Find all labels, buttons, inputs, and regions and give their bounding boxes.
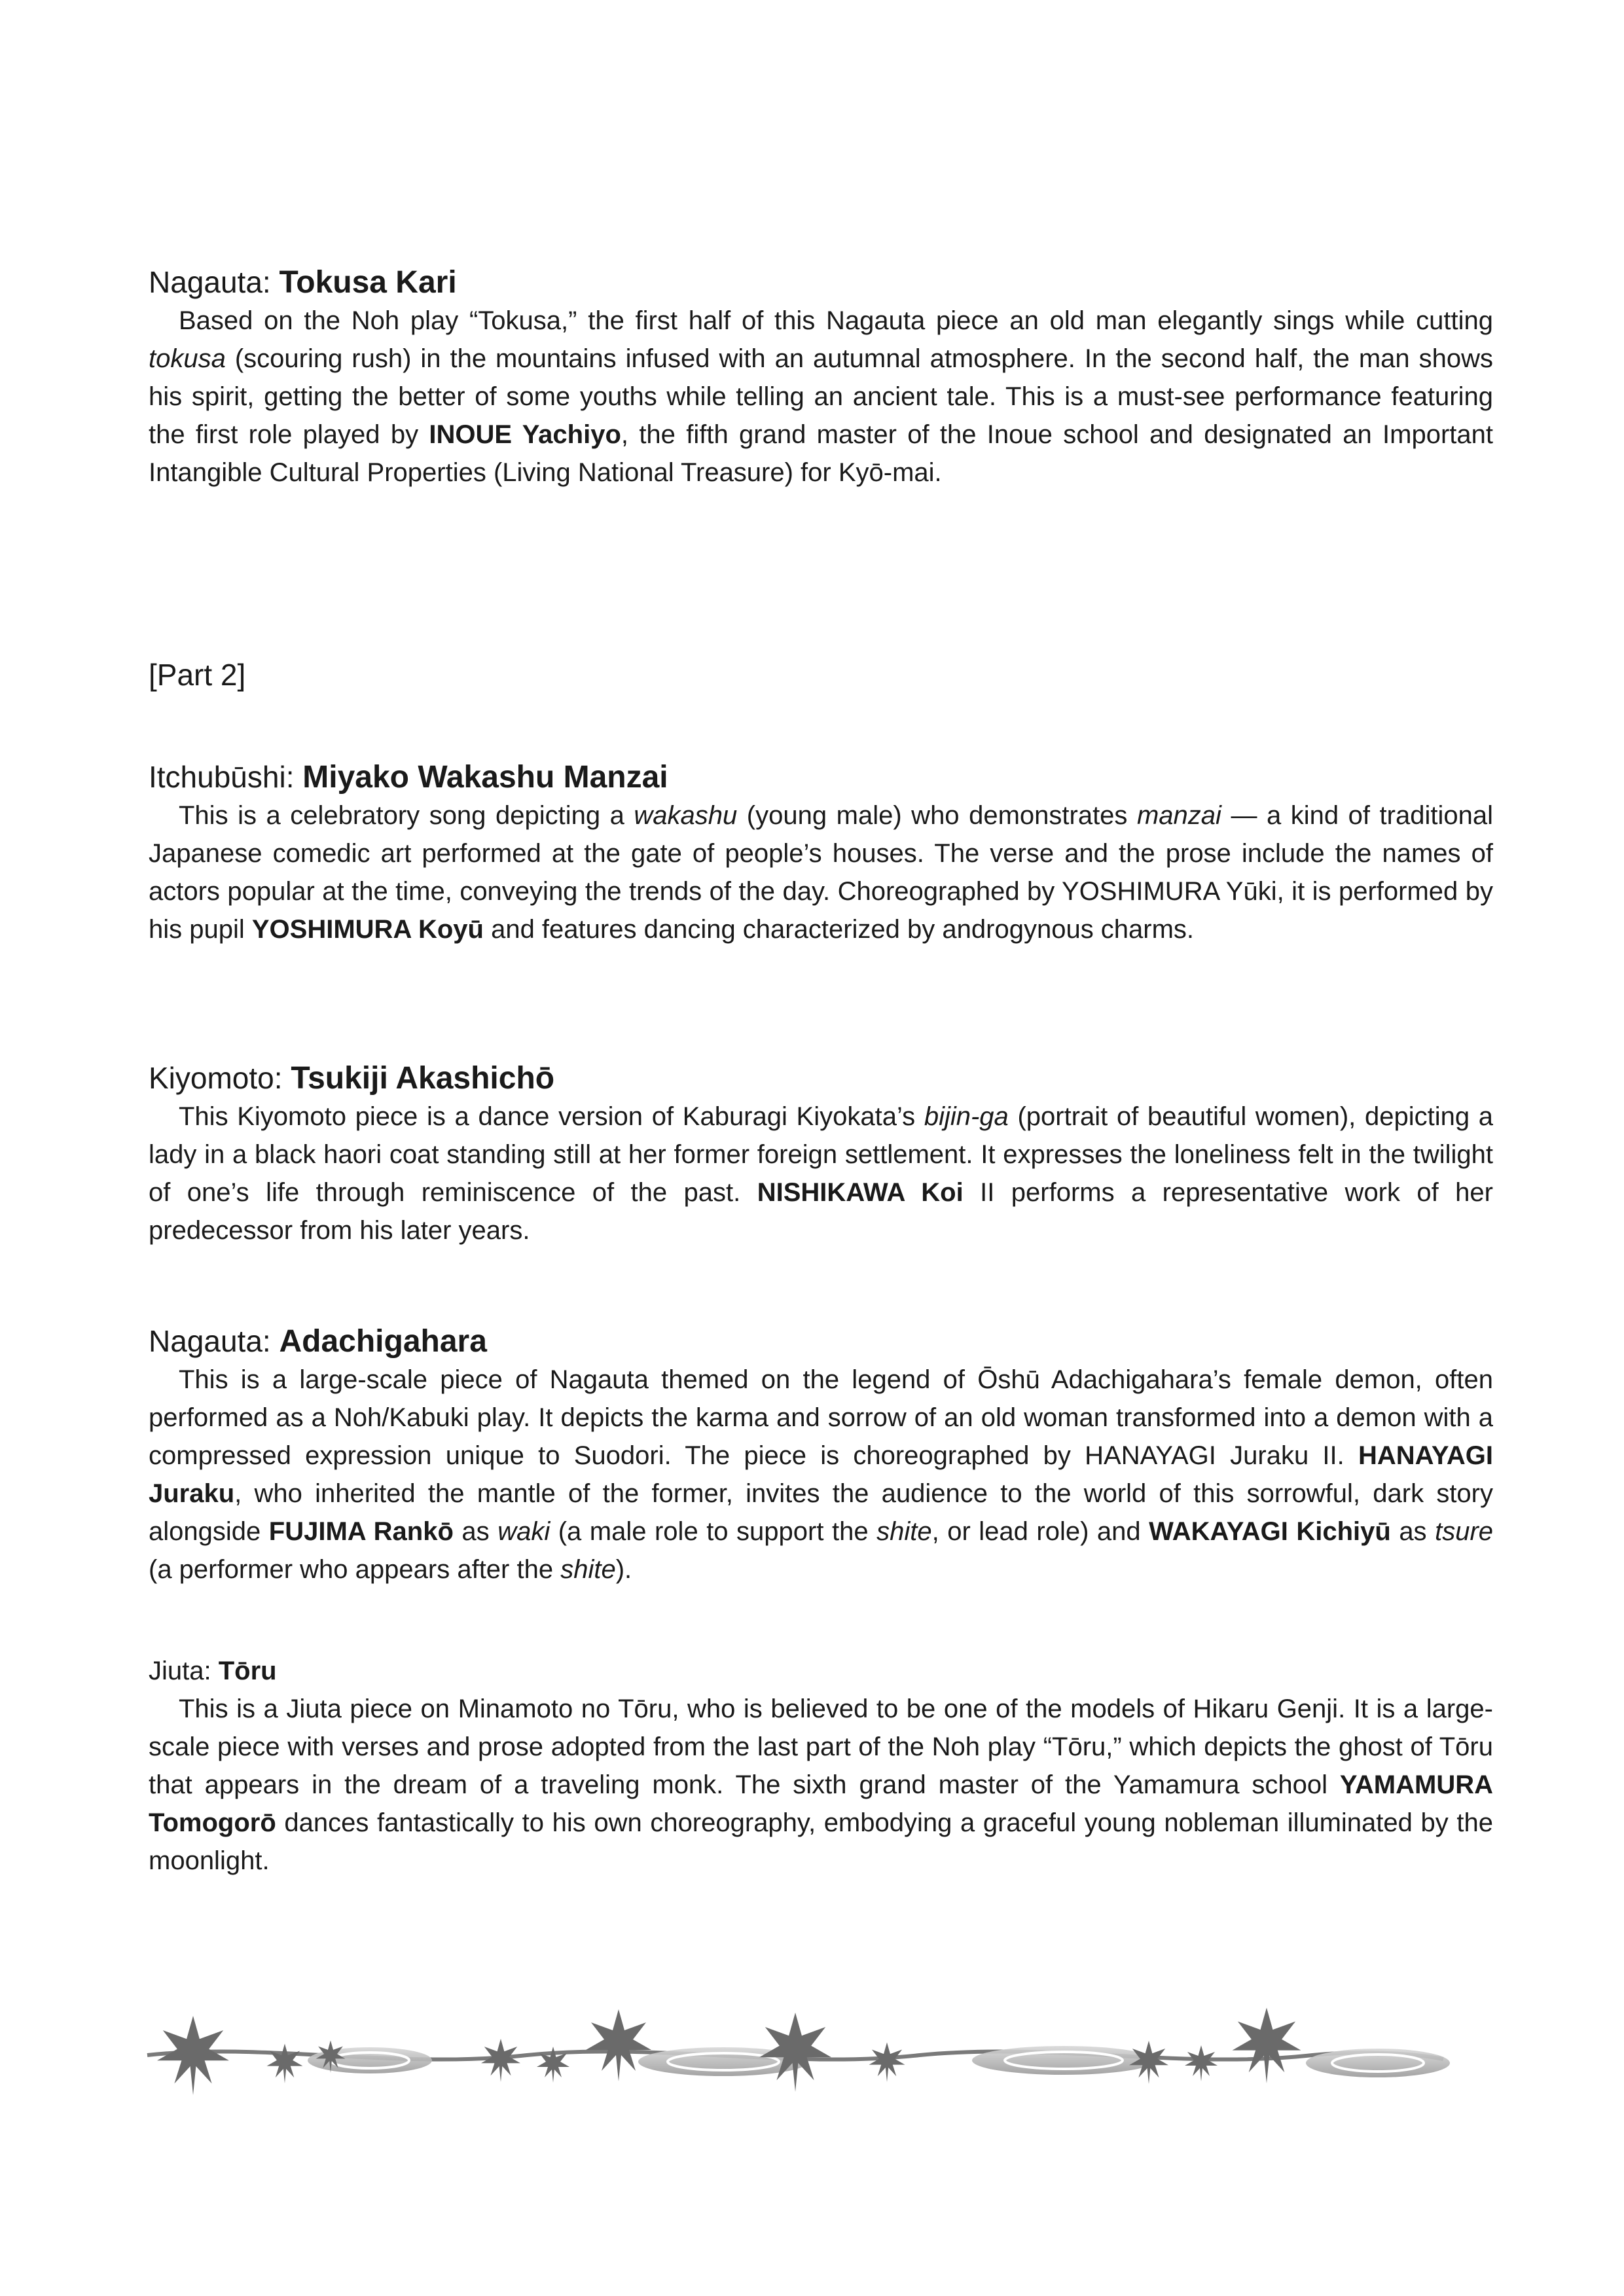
section-heading <box>149 1059 1493 1098</box>
section-heading <box>149 263 1493 302</box>
piece-title: Tokusa Kari <box>279 265 457 300</box>
maple-leaves-and-water-ripples-icon <box>134 1990 1450 2108</box>
section-description: This is a Jiuta piece on Minamoto no Tōru, who is believed to be one of the models of Hikaru Genji. It is a large-scale piece with verses and prose adopted from the last part of the Noh play “Tōru,” which depicts the ghost of Tōru that appears in the dream of a traveling monk. The sixth grand master of the Yamamura school YAMAMURA Tomogorō dances fantastically to his own choreography, embodying a graceful young nobleman illuminated by the moonlight. <box>149 1695 1493 1875</box>
part-label: [Part 2] <box>149 658 246 692</box>
section-description: This Kiyomoto piece is a dance version of Kaburagi Kiyokata’s bijin-ga (portrait of beautiful women), depicting a lady in a black haori coat standing still at her former foreign settlement. It expresses the loneliness felt in the twilight of one’s life through reminiscence of the past. NISHIKAWA Koi II performs a representative work of her predecessor from his later years. <box>149 1102 1494 1245</box>
section-description: This is a large-scale piece of Nagauta themed on the legend of Ōshū Adachigahara’s female demon, often performed as a Noh/Kabuki play. It depicts the karma and sorrow of an old woman transformed into a demon with a compressed expression unique to Suodori. The piece is choreographed by HANAYAGI Juraku II. HANAYAGI Juraku, who inherited the mantle of the former, invites the audience to the world of this sorrowful, dark story alongside FUJIMA Rankō as waki (a male role to support the shite, or lead role) and WAKAYAGI Kichiyū as tsure (a performer who appears after the shite). <box>149 1365 1494 1584</box>
genre-label: Nagauta: <box>149 1324 280 1358</box>
piece-title: Tōru <box>218 1657 277 1685</box>
genre-label: Nagauta: <box>149 265 280 299</box>
genre-label: Jiuta: <box>149 1657 219 1685</box>
piece-title: Miyako Wakashu Manzai <box>302 760 668 795</box>
section-description: Based on the Noh play “Tokusa,” the first half of this Nagauta piece an old man elegantly sings while cutting tokusa (scouring rush) in the mountains infused with an autumnal atmosphere. In the second half, the man shows his spirit, getting the better of some youths while telling an ancient tale. This is a must-see performance featuring the first role played by INOUE Yachiyo, the fifth grand master of the Inoue school and designated an Important Intangible Cultural Properties (Living National Treasure) for Kyō-mai. <box>149 306 1493 487</box>
piece-title: Tsukiji Akashichō <box>291 1061 555 1096</box>
genre-label: Kiyomoto: <box>149 1061 291 1095</box>
program-section-tokusa-kari <box>149 263 1493 492</box>
program-section-toru <box>149 1652 1493 1880</box>
program-section-miyako-wakashu-manzai <box>149 758 1493 948</box>
section-heading <box>149 1652 1493 1690</box>
program-section-adachigahara <box>149 1322 1493 1588</box>
section-heading <box>149 758 1493 797</box>
piece-title: Adachigahara <box>279 1324 487 1359</box>
genre-label: Itchubūshi: <box>149 760 303 794</box>
section-description: This is a celebratory song depicting a wakashu (young male) who demonstrates manzai — a kind of traditional Japanese comedic art performed at the gate of people’s houses. The verse and the prose include the names of actors popular at the time, conveying the trends of the day. Choreographed by YOSHIMURA Yūki, it is performed by his pupil YOSHIMURA Koyū and features dancing characterized by androgynous charms. <box>149 801 1493 944</box>
program-section-tsukiji-akashicho <box>149 1059 1493 1249</box>
section-heading <box>149 1322 1493 1361</box>
